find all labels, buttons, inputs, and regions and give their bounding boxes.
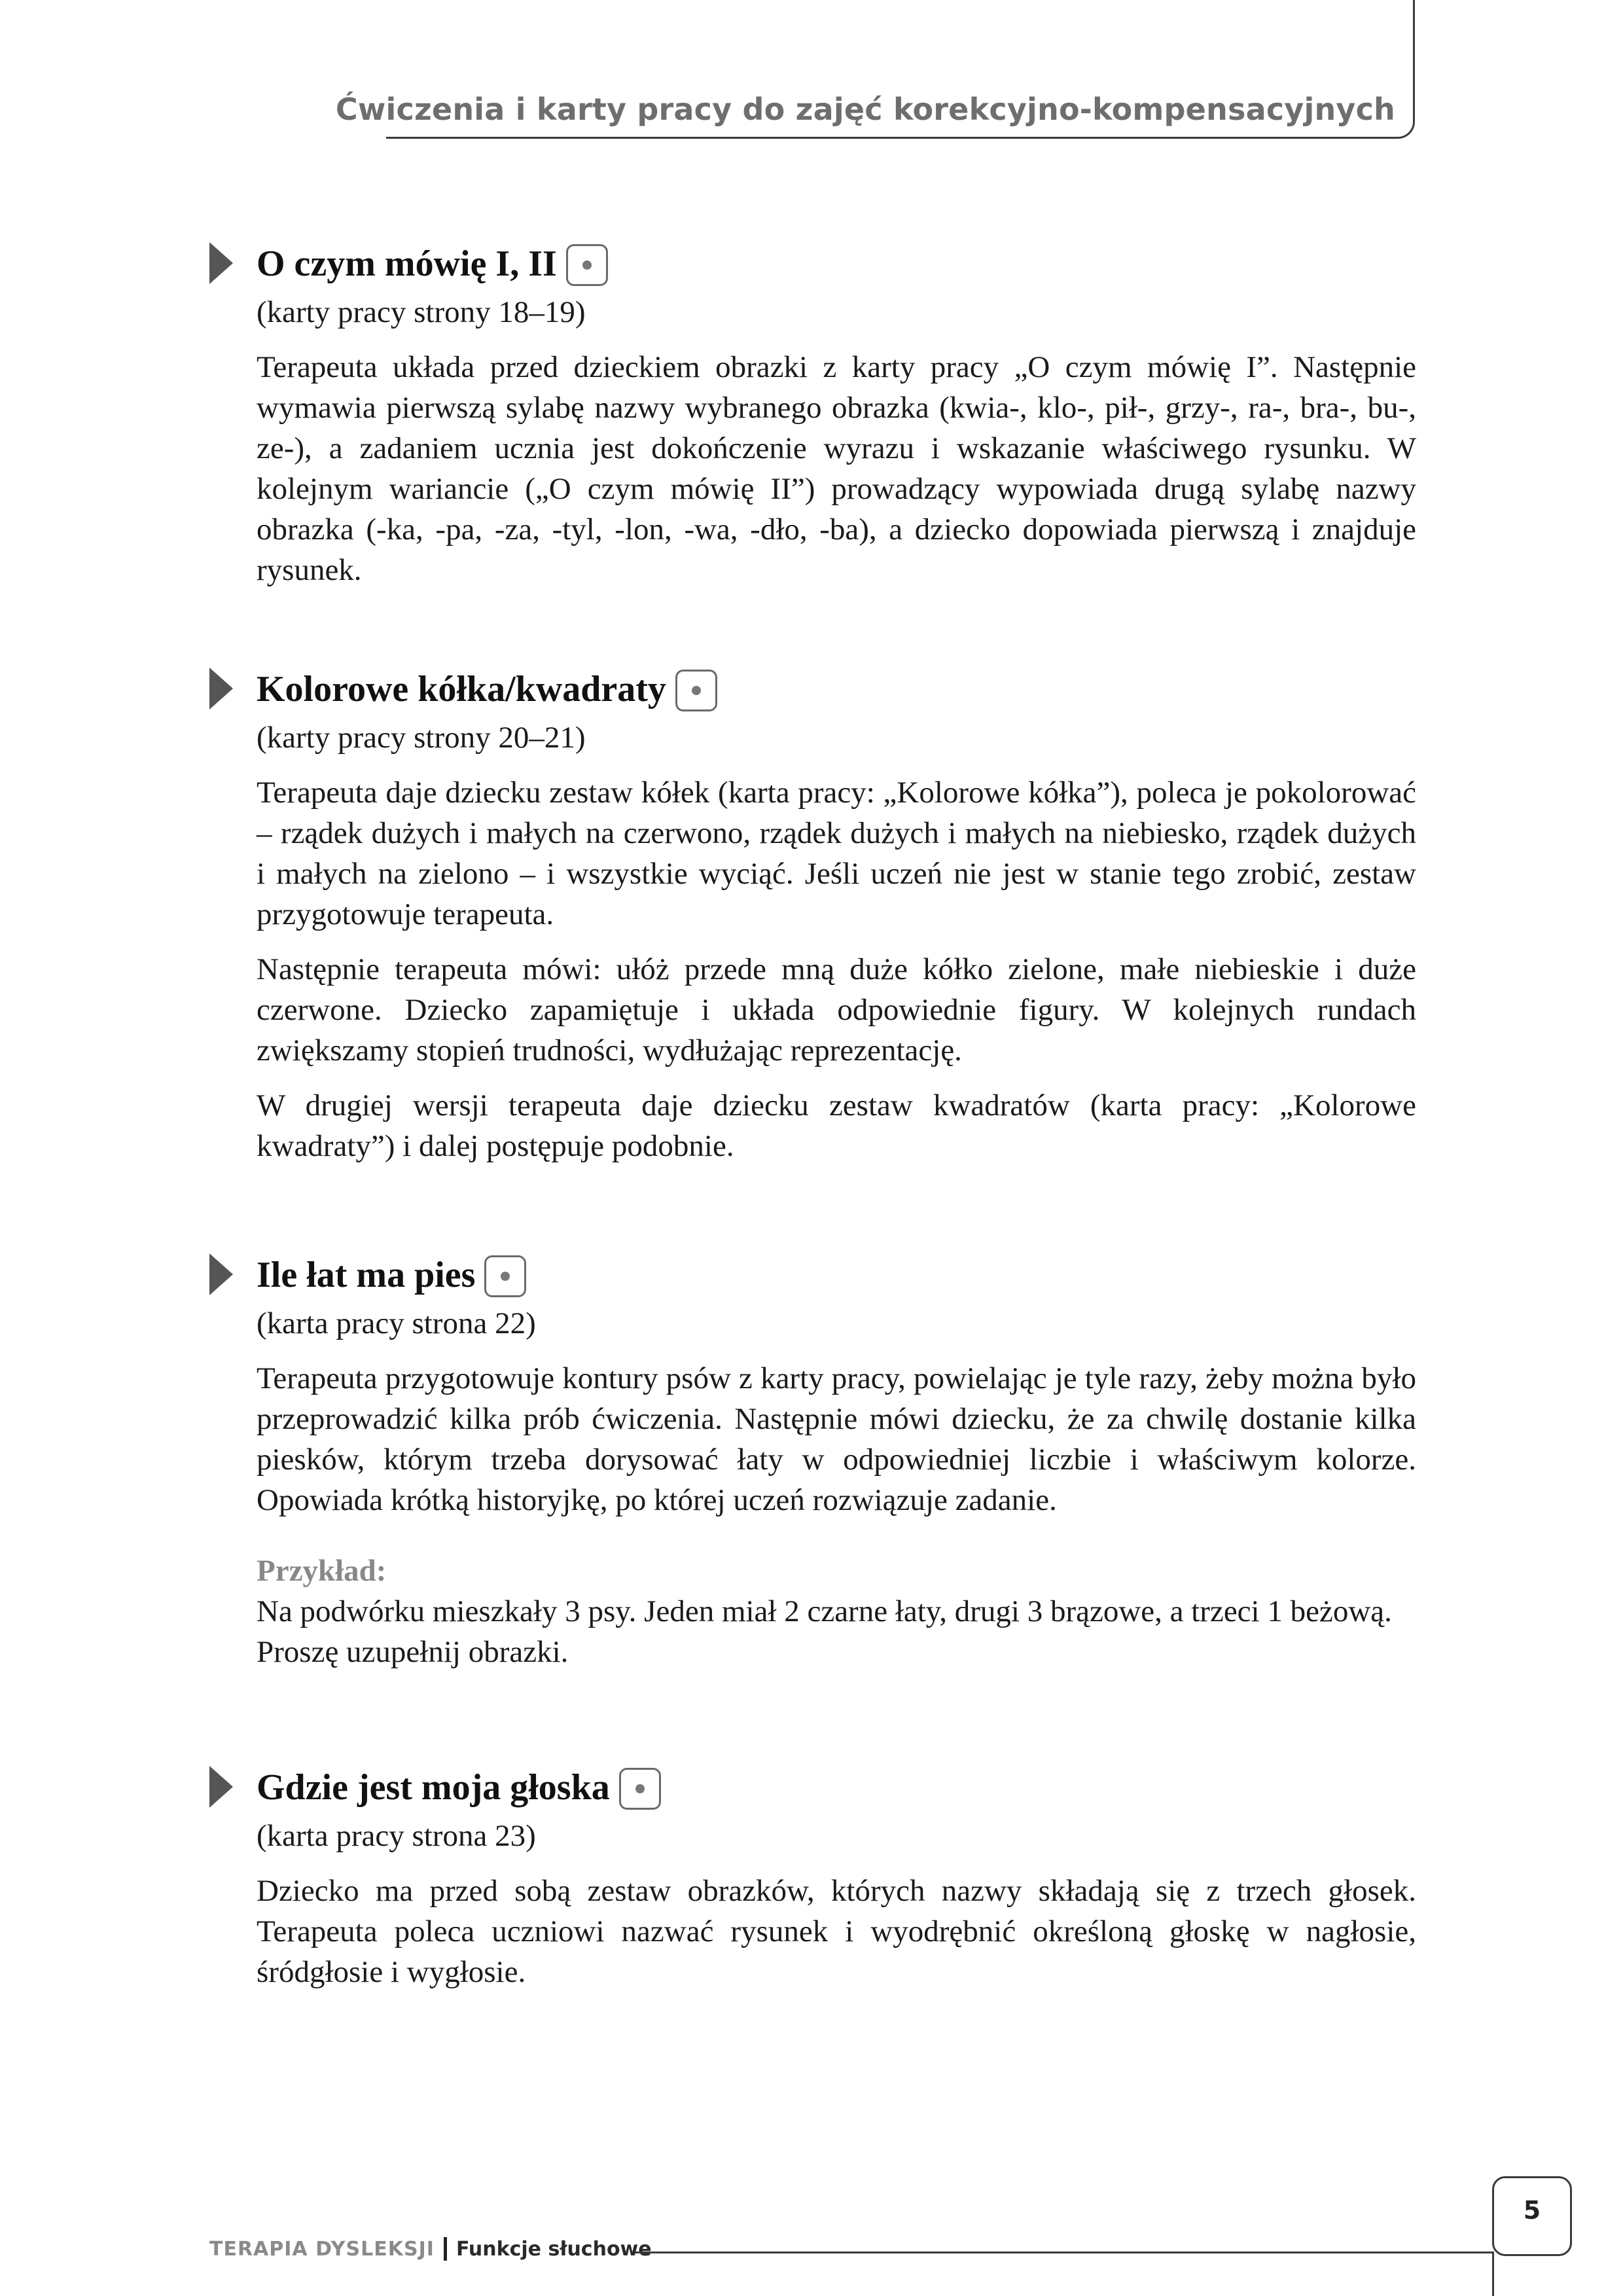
cd-dot-icon [484, 1255, 526, 1297]
section-title: O czym mówię I, II [257, 243, 557, 284]
exercise-section [209, 236, 1427, 605]
page-header-title: Ćwiczenia i karty pracy do zajęć korekcyjno-kompensacyjnych [335, 92, 1395, 127]
triangle-right-icon [209, 668, 233, 709]
page-box-stub [1492, 2251, 1494, 2296]
section-pages: (karta pracy strona 22) [257, 1306, 536, 1340]
cd-dot-icon [675, 670, 717, 711]
section-pages: (karta pracy strona 23) [257, 1819, 536, 1853]
section-body [257, 1816, 1416, 1992]
section-body [257, 292, 1416, 590]
section-heading [209, 236, 1427, 292]
section-title: Gdzie jest moja głoska [257, 1767, 610, 1808]
example-label: Przykład: [257, 1554, 387, 1588]
section-body [257, 717, 1416, 1166]
exercise-section [209, 1759, 1427, 2007]
exercise-section [209, 1247, 1427, 1687]
cd-dot-icon [619, 1768, 661, 1810]
section-paragraph: Terapeuta przygotowuje kontury psów z karty pracy, powielając je tyle razy, żeby można było przeprowadzić kilka prób ćwiczenia. Następnie mówi dziecku, że za chwilę dostanie kilka piesków, którym trzeba dorysować łaty w odpowiedniej liczbie i właściwym kolorze. Opowiada krótką historyjkę, po której uczeń rozwiązuje zadanie. [257, 1361, 1416, 1517]
footer [209, 2237, 652, 2261]
footer-series: TERAPIA DYSLEKSJI [209, 2237, 435, 2261]
section-heading [209, 1247, 1427, 1303]
section-pages: (karty pracy strony 20–21) [257, 721, 586, 755]
section-title: Kolorowe kółka/kwadraty [257, 669, 666, 709]
section-title: Ile łat ma pies [257, 1255, 476, 1295]
section-body [257, 1303, 1416, 1672]
section-paragraph: Terapeuta daje dziecku zestaw kółek (karta pracy: „Kolorowe kółka”), poleca je pokolorować – rządek dużych i małych na czerwono, rządek dużych i małych na niebiesko, rządek dużych i małych na zielono – i wszystkie wyciąć. Jeśli uczeń nie jest w stanie tego zrobić, zestaw przygotowuje terapeuta. [257, 776, 1416, 931]
example-text: Na podwórku mieszkały 3 psy. Jeden miał 2 czarne łaty, drugi 3 brązowe, a trzeci 1 beżową. Proszę uzupełnij obrazki. [257, 1594, 1392, 1669]
section-heading [209, 1759, 1427, 1816]
footer-separator [444, 2237, 447, 2261]
footer-topic: Funkcje słuchowe [455, 2237, 652, 2261]
triangle-right-icon [209, 242, 233, 284]
section-paragraph: Dziecko ma przed sobą zestaw obrazków, których nazwy składają się z trzech głosek. Terapeuta poleca uczniowi nazwać rysunek i wyodrębnić określoną głoskę w nagłosie, śródgłosie i wygłosie. [257, 1874, 1416, 1989]
triangle-right-icon [209, 1766, 233, 1808]
page-number: 5 [1523, 2196, 1541, 2225]
section-paragraph: Terapeuta układa przed dzieckiem obrazki z karty pracy „O czym mówię I”. Następnie wymawia pierwszą sylabę nazwy wybranego obrazka (kwia-, klo-, pił-, grzy-, ra-, bra-, bu-, ze-), a zadaniem ucznia jest dokończenie wyrazu i wskazanie właściwego rysunku. W kolejnym wariancie („O czym mówię II”) prowadzący wypowiada drugą sylabę nazwy obrazka (-ka, -pa, -za, -tyl, -lon, -wa, -dło, -ba), a dziecko dopowiada pierwszą i znajduje rysunek. [257, 350, 1416, 587]
section-paragraph: W drugiej wersji terapeuta daje dziecku zestaw kwadratów (karta pracy: „Kolorowe kwadraty”) i dalej postępuje podobnie. [257, 1088, 1416, 1163]
footer-rule [635, 2251, 1492, 2253]
cd-dot-icon [566, 244, 608, 286]
triangle-right-icon [209, 1253, 233, 1295]
section-paragraph: Następnie terapeuta mówi: ułóż przede mną duże kółko zielone, małe niebieskie i duże czerwone. Dziecko zapamiętuje i układa odpowiednie figury. W kolejnych rundach zwiększamy stopień trudności, wydłużając reprezentację. [257, 952, 1416, 1067]
section-heading [209, 661, 1427, 717]
exercise-section [209, 661, 1427, 1181]
section-pages: (karty pracy strony 18–19) [257, 295, 586, 329]
